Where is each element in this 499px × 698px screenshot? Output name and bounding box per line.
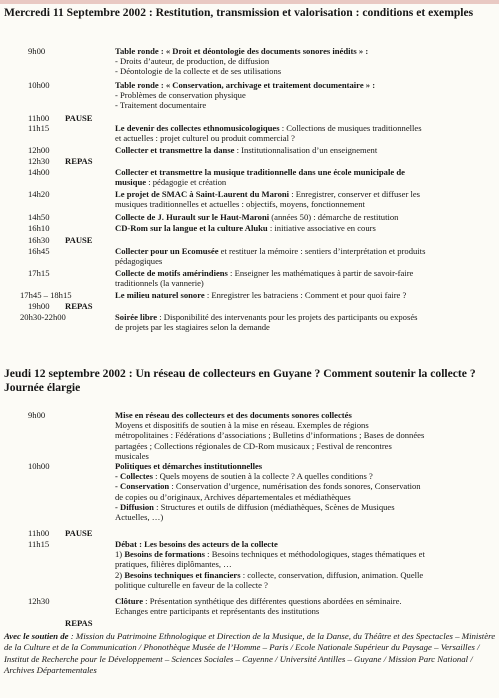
day2-title: Jeudi 12 septembre 2002 : Un réseau de collecteurs en Guyane ? Comment soutenir la collecte ? Journée élargie <box>4 367 476 394</box>
session-text <box>115 46 495 77</box>
session-line <box>115 539 495 549</box>
session-bold: Clôture <box>115 596 144 606</box>
sponsors-footer <box>4 631 496 677</box>
session-plain: - Traitement documentaire <box>115 100 207 111</box>
session-line <box>115 481 495 491</box>
session-text <box>115 167 495 187</box>
session-line <box>115 56 495 66</box>
row-time: 17h15 <box>28 268 50 278</box>
row-time: 20h30-22h00 <box>20 312 66 322</box>
session-line <box>115 502 495 512</box>
session-plain: : initiative associative en cours <box>267 223 376 233</box>
session-plain: musiques traditionnelles et actuelles : objectifs, moyens, fonctionnement <box>115 199 365 210</box>
session-bold: Table ronde : « Conservation, archivage et traitement documentaire » : <box>115 80 376 90</box>
session-plain: métropolitaines : Fédérations d’associations ; Bulletins d’informations ; Bases de données <box>115 430 425 441</box>
session-text <box>115 189 495 209</box>
break-label: REPAS <box>65 301 93 311</box>
session-plain: musicales <box>115 450 149 461</box>
session-bold: Table ronde : « Droit et déontologie des documents sonores inédits » : <box>115 46 369 56</box>
session-line <box>115 145 495 155</box>
session-line <box>115 430 495 440</box>
session-plain: partagées ; Collections régionales de CD-Rom musicaux ; Festival de rencontres <box>115 440 392 451</box>
session-line <box>115 100 495 110</box>
session-plain: : Collections de musiques traditionnelles <box>279 123 422 133</box>
row-time: 11h15 <box>28 123 50 133</box>
session-line <box>115 596 495 606</box>
session-line <box>115 167 495 177</box>
row-time: 12h30 <box>28 156 50 166</box>
session-bold: musique <box>115 177 147 188</box>
session-bold: Collecter et transmettre la danse <box>115 145 235 155</box>
session-plain: : Disponibilité des intervenants pour les projets des participants ou exposés <box>157 312 418 322</box>
session-bold: CD-Rom sur la langue et la culture Aluku <box>115 223 268 233</box>
day1-title: Mercredi 11 Septembre 2002 : Restitution, transmission et valorisation : conditions et exemples <box>4 6 474 19</box>
session-plain: pédagogiques <box>115 256 163 267</box>
session-line <box>115 570 495 580</box>
session-line <box>115 46 495 56</box>
session-text <box>115 145 495 155</box>
session-line <box>115 451 495 461</box>
session-plain: - Déontologie de la collecte et de ses utilisations <box>115 66 282 77</box>
session-plain: : Enregistrer, conserver et diffuser les <box>289 189 421 199</box>
session-line <box>115 212 495 222</box>
session-plain: 2) <box>115 569 125 580</box>
session-line <box>115 189 495 199</box>
session-plain: - Problèmes de conservation physique <box>115 90 246 101</box>
session-text <box>115 312 495 332</box>
row-time: 16h10 <box>28 223 50 233</box>
session-plain: politique culturelle en faveur de la collecte ? <box>115 579 268 590</box>
row-time: 11h00 <box>28 113 50 123</box>
sponsors-lead: Avec le soutien de <box>4 631 69 641</box>
session-bold: Politiques et démarches institutionnelles <box>115 461 263 471</box>
session-line <box>115 123 495 133</box>
row-time: 17h45 – 18h15 <box>20 290 72 300</box>
session-bold: Collecte de motifs amérindiens <box>115 268 228 278</box>
session-line <box>115 492 495 502</box>
session-line <box>115 512 495 522</box>
row-time: 10h00 <box>28 80 50 90</box>
session-plain: : Besoins techniques et méthodologiques, stages thématiques et <box>205 549 425 560</box>
session-plain: : Structures et outils de diffusion (médiathèques, Scènes de Musiques <box>153 501 395 512</box>
row-time: 12h00 <box>28 145 50 155</box>
session-line <box>115 66 495 76</box>
session-text <box>115 410 495 461</box>
sponsors-text: : Mission du Patrimoine Ethnologique et Direction de la Musique, de la Danse, du Théâtre et des Spectacles – Ministère de la Culture et de la Communication / Phonothèque Musée de l’Homme – Paris / Ecole Nationale Supérieur du Paysage – Versailles / Institut de Recherche pour le Développement – Sciences Sociales – Cayenne / Université Antilles – Guyane / Mission Parc National / Archives Départementales <box>4 631 496 676</box>
session-line <box>115 199 495 209</box>
session-text <box>115 80 495 111</box>
row-time: 11h15 <box>28 539 50 549</box>
session-bold: Le projet de SMAC à Saint-Laurent du Maroni <box>115 189 290 199</box>
session-plain: : Institutionnalisation d’un enseignement <box>234 145 378 155</box>
session-text <box>115 290 495 300</box>
break-label: PAUSE <box>65 235 93 245</box>
scan-band <box>0 0 499 4</box>
session-line <box>115 290 495 300</box>
session-plain: : pédagogie et création <box>146 177 227 188</box>
session-line <box>115 133 495 143</box>
session-plain: Moyens et dispositifs de soutien à la mise en réseau. Exemples de régions <box>115 420 369 431</box>
session-bold: - Collectes <box>115 471 153 482</box>
session-text <box>115 223 495 233</box>
session-line <box>115 580 495 590</box>
row-time: 9h00 <box>28 46 46 56</box>
session-plain: de projets par les stagiaires selon la demande <box>115 322 270 333</box>
session-bold: Collecter et transmettre la musique traditionnelle dans une école municipale de <box>115 167 405 177</box>
session-plain: Echanges entre participants et représentants des institutions <box>115 606 320 617</box>
row-time: 11h00 <box>28 528 50 538</box>
session-line <box>115 606 495 616</box>
session-text <box>115 246 495 266</box>
session-bold: Débat : Les besoins des acteurs de la collecte <box>115 539 278 549</box>
break-label: REPAS <box>65 156 93 166</box>
row-time: 16h45 <box>28 246 50 256</box>
session-bold: Collecter pour un Ecomusée <box>115 246 219 256</box>
session-bold: Le devenir des collectes ethnomusicologiques <box>115 123 280 133</box>
row-time: 16h30 <box>28 235 50 245</box>
session-plain: : collecte, conservation, diffusion, animation. Quelle <box>240 569 424 580</box>
session-text <box>115 268 495 288</box>
row-time: 19h00 <box>28 301 50 311</box>
session-text <box>115 461 495 522</box>
session-text <box>115 212 495 222</box>
session-bold: Soirée libre <box>115 312 158 322</box>
session-plain: pratiques, filières diplômantes, … <box>115 559 232 570</box>
session-text <box>115 596 495 616</box>
session-bold: - Diffusion <box>115 501 154 512</box>
session-plain: 1) <box>115 549 125 560</box>
session-line <box>115 420 495 430</box>
session-bold: Le milieu naturel sonore <box>115 290 205 300</box>
session-plain: Actuelles, …) <box>115 512 164 523</box>
session-line <box>115 256 495 266</box>
session-bold: Besoins techniques et financiers <box>124 569 241 580</box>
break-label: PAUSE <box>65 113 93 123</box>
session-line <box>115 268 495 278</box>
session-bold: Collecte de J. Hurault sur le Haut-Maroni <box>115 212 270 222</box>
session-bold: - Conservation <box>115 481 170 492</box>
session-line <box>115 80 495 90</box>
row-time: 14h50 <box>28 212 50 222</box>
session-line <box>115 559 495 569</box>
session-line <box>115 278 495 288</box>
session-line <box>115 549 495 559</box>
session-plain: et actuelles : projet culturel ou produit commercial ? <box>115 133 295 144</box>
session-line <box>115 312 495 322</box>
session-plain: (années 50) : démarche de restitution <box>269 212 399 222</box>
row-time: 10h00 <box>28 461 50 471</box>
session-line <box>115 410 495 420</box>
session-plain: - Droits d’auteur, de production, de diffusion <box>115 56 270 67</box>
session-line <box>115 461 495 471</box>
row-time: 12h30 <box>28 596 50 606</box>
row-time: 14h20 <box>28 189 50 199</box>
session-line <box>115 223 495 233</box>
session-plain: de copies ou d’originaux, Archives départementales et médiathèques <box>115 491 351 502</box>
session-plain: et restituer la mémoire : sentiers d’interprétation et produits <box>218 246 426 256</box>
session-line <box>115 177 495 187</box>
session-plain: : Enseigner les mathématiques à partir de savoir-faire <box>227 268 414 278</box>
session-line <box>115 471 495 481</box>
session-plain: : Quels moyens de soutien à la collecte ? A quelles conditions ? <box>152 471 373 482</box>
row-time: 9h00 <box>28 410 46 420</box>
session-bold: Mise en réseau des collecteurs et des documents sonores collectés <box>115 410 352 420</box>
session-plain: traditionnels (la vannerie) <box>115 278 204 289</box>
session-line <box>115 322 495 332</box>
session-line <box>115 441 495 451</box>
break-label: PAUSE <box>65 528 93 538</box>
session-text <box>115 123 495 143</box>
break-label: REPAS <box>65 618 93 628</box>
session-plain: : Présentation synthétique des différentes questions abordées en séminaire. <box>143 596 402 606</box>
session-bold: Besoins de formations <box>124 549 206 560</box>
session-plain: : Conservation d’urgence, numérisation des fonds sonores, Conservation <box>169 481 421 492</box>
session-line <box>115 90 495 100</box>
session-line <box>115 246 495 256</box>
session-plain: : Enregistrer les batraciens : Comment et pour quoi faire ? <box>204 290 407 300</box>
session-text <box>115 539 495 590</box>
row-time: 14h00 <box>28 167 50 177</box>
